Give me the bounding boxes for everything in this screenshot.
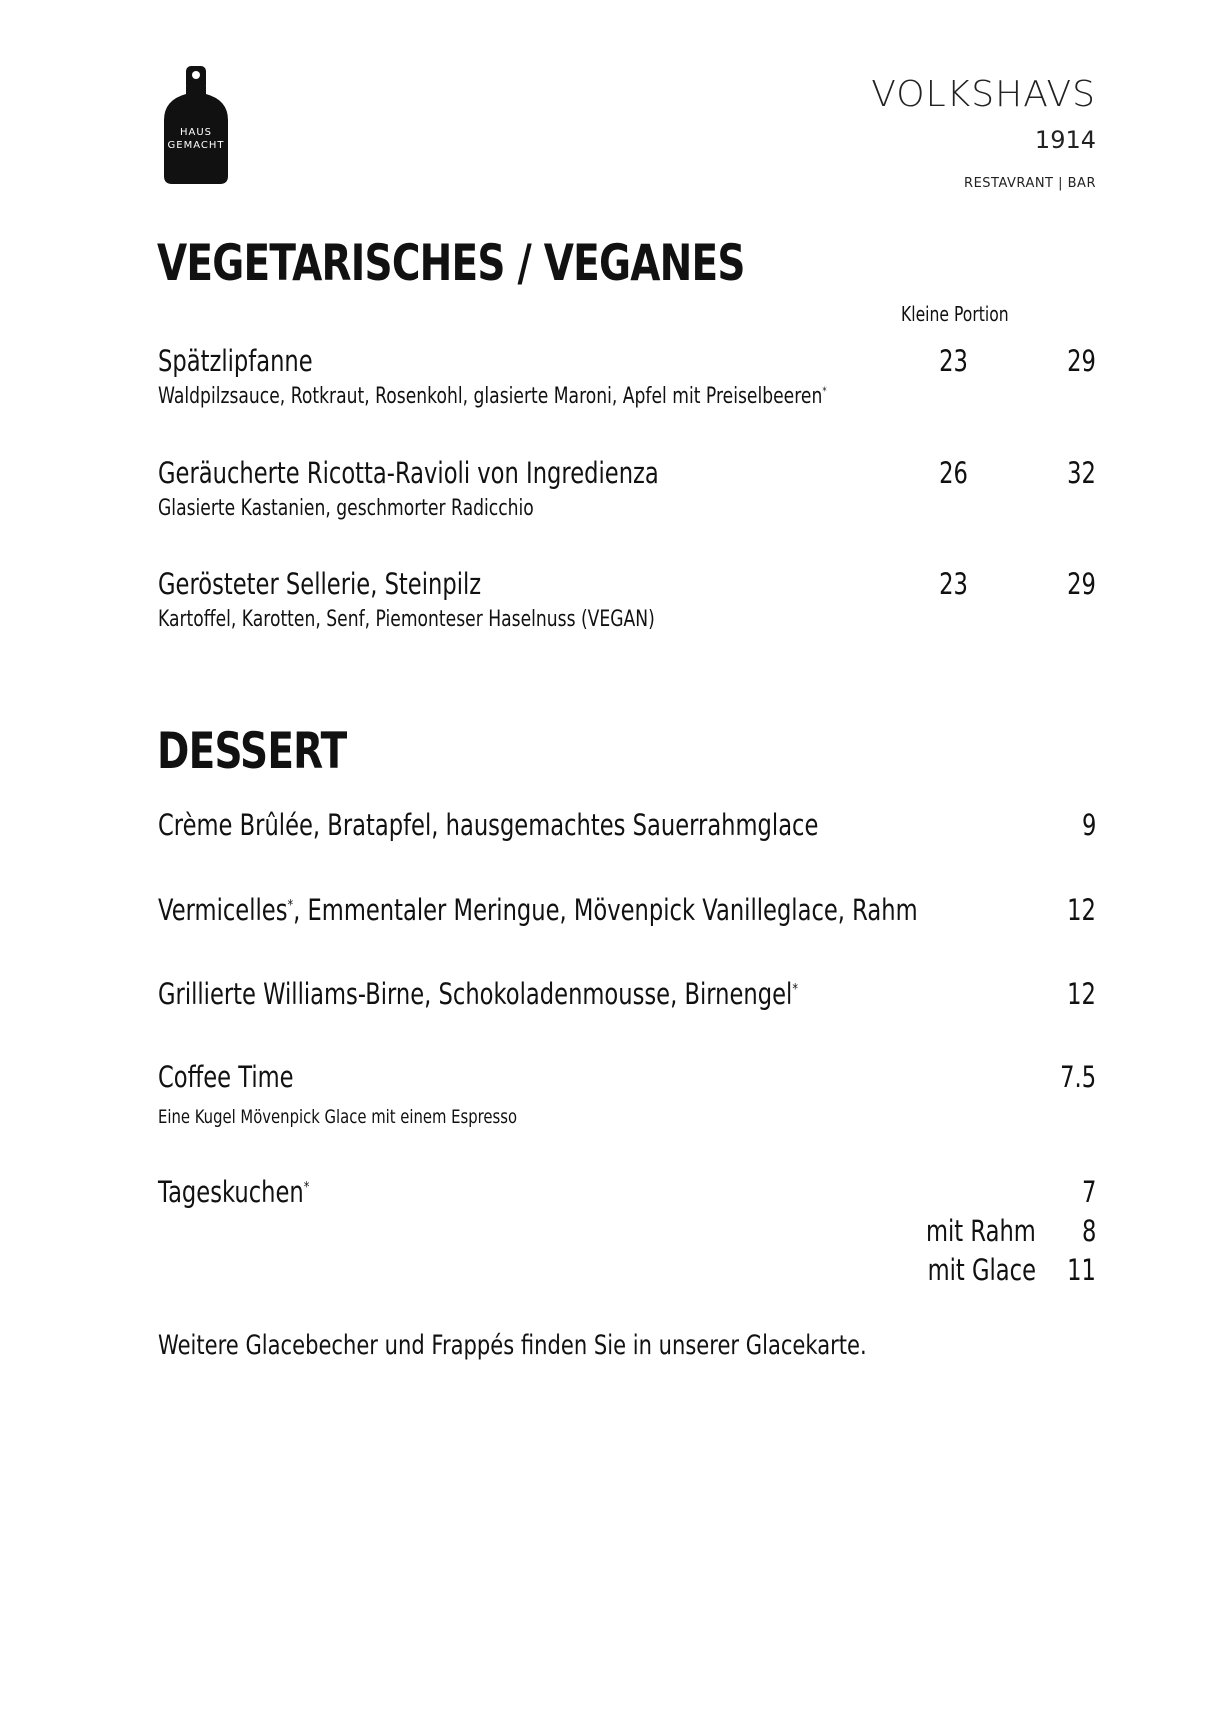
menu-item-name: Spätzlipfanne: [158, 344, 313, 378]
dessert-item-name: Vermicelles*, Emmentaler Meringue, Mövenpick Vanilleglace, Rahm: [158, 893, 918, 927]
footnote-mark: *: [792, 981, 798, 998]
footnote-mark: *: [822, 384, 827, 398]
brand-subtitle: RESTAVRANT | BAR: [964, 176, 1096, 191]
dessert-price: 9: [1081, 808, 1096, 842]
dessert-price: 12: [1067, 893, 1096, 927]
price-small-portion: 23: [939, 567, 968, 601]
price-regular: 29: [1067, 344, 1096, 378]
extra-option-label: mit Glace: [927, 1253, 1036, 1287]
dessert-price: 7.5: [1060, 1060, 1096, 1094]
dessert-item-name: Grillierte Williams-Birne, Schokoladenmousse, Birnengel*: [158, 977, 798, 1011]
extra-option-price: 11: [1067, 1253, 1096, 1287]
brand-year: 1914: [1034, 126, 1096, 154]
menu-item-name: Geräucherte Ricotta-Ravioli von Ingredienza: [158, 456, 659, 490]
price-regular: 32: [1067, 456, 1096, 490]
footnote-mark: *: [303, 1179, 310, 1196]
extra-option-price: 8: [1081, 1214, 1096, 1248]
dessert-price: 7: [1081, 1175, 1096, 1209]
haus-gemacht-logo: [160, 64, 232, 186]
brand-name: VOLKSHAVS: [871, 74, 1096, 115]
menu-item-description: Glasierte Kastanien, geschmorter Radicchio: [158, 496, 534, 521]
price-small-portion: 23: [939, 344, 968, 378]
menu-item-description: Waldpilzsauce, Rotkraut, Rosenkohl, glasierte Maroni, Apfel mit Preiselbeeren*: [158, 384, 827, 409]
dessert-item-description: Eine Kugel Mövenpick Glace mit einem Espresso: [158, 1106, 518, 1128]
logo-text: HAUS GEMACHT: [167, 127, 225, 151]
extra-option-label: mit Rahm: [926, 1214, 1036, 1248]
footnote-mark: *: [287, 897, 294, 914]
dessert-item-name: Coffee Time: [158, 1060, 294, 1094]
section-title-dessert: DESSERT: [157, 722, 347, 780]
footer-note: Weitere Glacebecher und Frappés finden Sie in unserer Glacekarte.: [158, 1330, 867, 1361]
section-title-vegetarian: VEGETARISCHES / VEGANES: [157, 234, 745, 292]
price-regular: 29: [1067, 567, 1096, 601]
price-small-portion: 26: [939, 456, 968, 490]
menu-item-name: Gerösteter Sellerie, Steinpilz: [158, 567, 482, 601]
portion-label: Kleine Portion: [901, 302, 1009, 326]
menu-item-description: Kartoffel, Karotten, Senf, Piemonteser Haselnuss (VEGAN): [158, 607, 655, 632]
dessert-item-name: Tageskuchen*: [158, 1175, 310, 1209]
dessert-item-name: Crème Brûlée, Bratapfel, hausgemachtes Sauerrahmglace: [158, 808, 819, 842]
dessert-price: 12: [1067, 977, 1096, 1011]
